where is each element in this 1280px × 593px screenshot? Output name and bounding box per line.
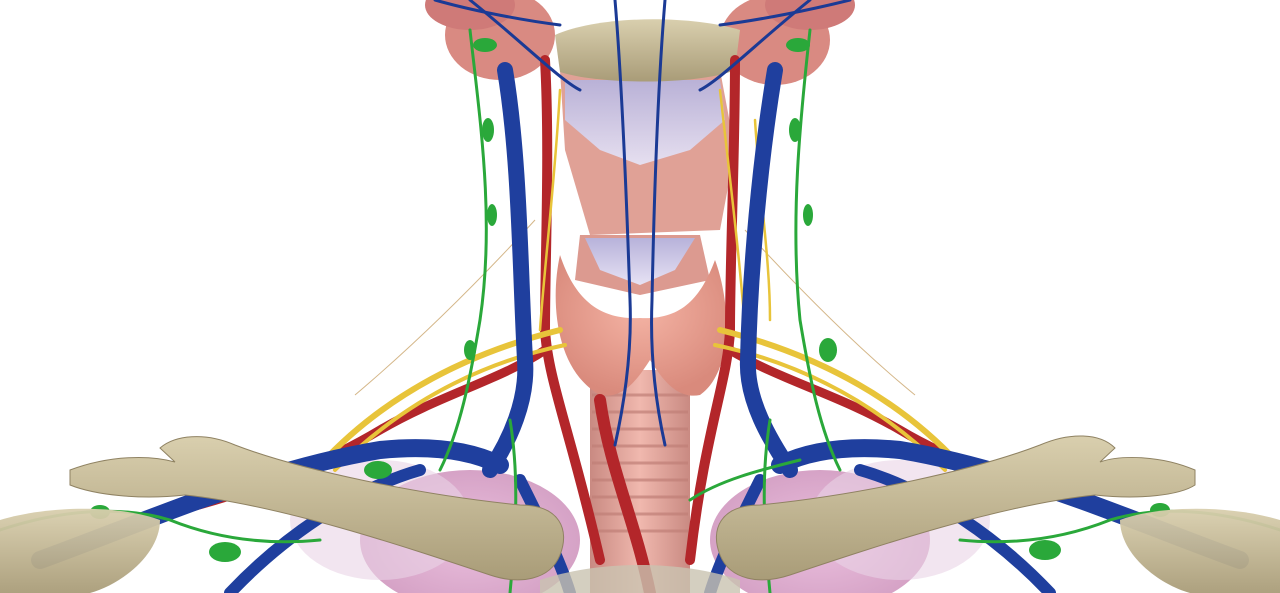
hyoid-bone[interactable]: [555, 19, 740, 81]
larynx[interactable]: [560, 70, 735, 295]
